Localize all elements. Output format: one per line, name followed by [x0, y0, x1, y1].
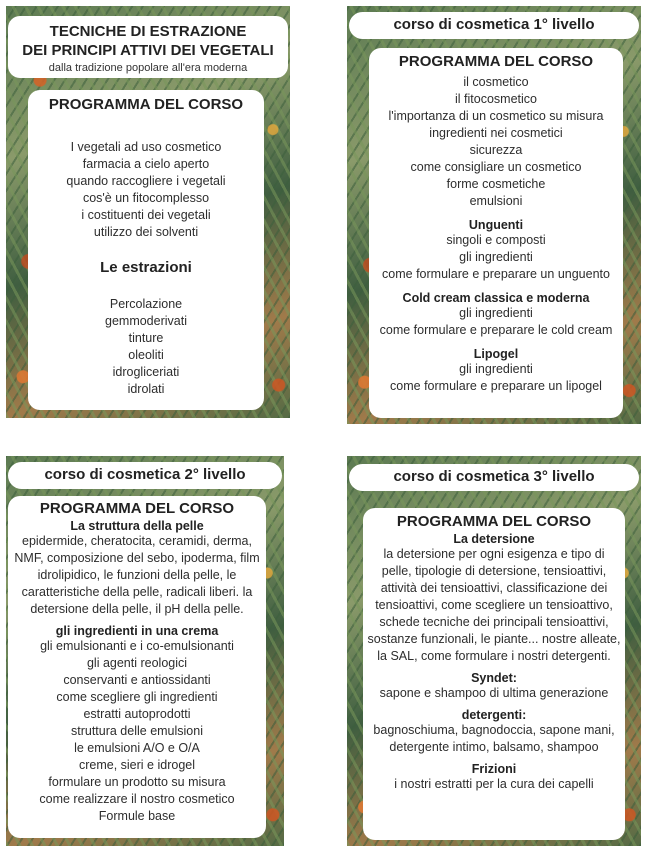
card1-extraction-item: gemmoderivati: [105, 314, 187, 328]
card2-cold-item: come formulare e preparare le cold cream: [379, 323, 613, 337]
card4-detersione-text: la detersione per ogni esigenza e tipo di pelle, tipologie di detersione, tensioattivi, attività dei tensioattivi, classificazione dei tensioattivi, come scegliere un tensioattivo, schede tecniche dei principali tensioattivi, sostanze funzionali, le piante... nostre alleate, la SAL, come formulare i nostri detergenti.: [367, 547, 621, 663]
card2-lipogel-item: come formulare e preparare un lipogel: [390, 379, 602, 393]
card4-frizioni-text: i nostri estratti per la cura dei capelli: [394, 777, 594, 791]
card-livello-1: [347, 6, 641, 424]
card1-header-subtitle: dalla tradizione popolare all'era moderna: [48, 62, 248, 74]
card4-frizioni-title: Frizioni: [471, 762, 517, 776]
card4-detergenti-text: bagnoschiuma, bagnodoccia, sapone mani, detergente intimo, balsamo, shampoo: [373, 723, 615, 754]
card4-detergenti-title: detergenti:: [461, 708, 527, 722]
card3-ingredienti-title: gli ingredienti in una crema: [55, 624, 219, 638]
card3-pelle-text: epidermide, cheratocita, ceramidi, derma, NMF, composizione del sebo, ipoderma, film idrolipidico, le funzioni della pelle, le caratteristiche della pelle, radicali liberi. la detersione della pelle, il pH della pelle.: [14, 534, 260, 616]
card1-header: [8, 16, 288, 78]
card1-extraction-item: idrolati: [127, 382, 165, 396]
card2-item: il fitocosmetico: [455, 92, 537, 106]
card3-ingredienti-item: struttura delle emulsioni: [70, 724, 203, 738]
card1-extraction-item: Percolazione: [109, 297, 183, 311]
card2-cold-title: Cold cream classica e moderna: [402, 291, 590, 305]
card3-ingredienti-item: come scegliere gli ingredienti: [56, 690, 218, 704]
card3-ingredienti-item: gli emulsionanti e i co-emulsionanti: [40, 639, 234, 653]
card3-title: corso di cosmetica 2° livello: [44, 466, 246, 483]
card2-item: ingredienti nei cosmetici: [429, 126, 563, 140]
card2-program-box: [369, 48, 623, 418]
card1-item: I vegetali ad uso cosmetico: [70, 140, 222, 154]
card-livello-3: [347, 456, 641, 846]
card3-pelle-title: La struttura della pelle: [70, 519, 204, 533]
card1-section-title: Le estrazioni: [100, 259, 192, 276]
card4-syndet-text: sapone e shampoo di ultima generazione: [379, 686, 609, 700]
card2-item: l'importanza di un cosmetico su misura: [388, 109, 604, 123]
card4-program-box: [363, 508, 625, 840]
card2-lipogel-title: Lipogel: [473, 347, 519, 361]
card4-title-pill: [349, 464, 639, 491]
card1-item: utilizzo dei solventi: [93, 225, 199, 239]
card1-header-title-2: DEI PRINCIPI ATTIVI DEI VEGETALI: [22, 42, 274, 59]
card1-program-box: [28, 90, 264, 410]
card1-extraction-item: tinture: [128, 331, 164, 345]
card3-ingredienti-item: le emulsioni A/O e O/A: [74, 741, 200, 755]
card3-ingredienti-item: gli agenti reologici: [86, 656, 188, 670]
card2-item: emulsioni: [469, 194, 523, 208]
card3-title-pill: [8, 462, 282, 489]
card2-unguenti-item: gli ingredienti: [459, 250, 533, 264]
card2-item: forme cosmetiche: [446, 177, 546, 191]
card1-extraction-item: oleoliti: [128, 348, 164, 362]
card3-program-box: [8, 496, 266, 838]
card4-title: corso di cosmetica 3° livello: [393, 468, 595, 485]
card1-item: farmacia a cielo aperto: [82, 157, 210, 171]
card3-ingredienti-item: estratti autoprodotti: [83, 707, 191, 721]
card1-item: i costituenti dei vegetali: [81, 208, 211, 222]
card2-title: corso di cosmetica 1° livello: [393, 16, 595, 33]
card3-ingredienti-item: formulare un prodotto su misura: [48, 775, 226, 789]
card3-ingredienti-item: Formule base: [98, 809, 176, 823]
card4-program-title: PROGRAMMA DEL CORSO: [396, 513, 592, 530]
card-estrazione: [6, 6, 290, 418]
card3-program-title: PROGRAMMA DEL CORSO: [39, 500, 235, 517]
card2-lipogel-item: gli ingredienti: [459, 362, 533, 376]
card1-header-title-1: TECNICHE DI ESTRAZIONE: [49, 23, 247, 40]
card1-item: cos'è un fitocomplesso: [82, 191, 210, 205]
card-livello-2: [6, 456, 284, 846]
card2-item: sicurezza: [469, 143, 523, 157]
card2-title-pill: [349, 12, 639, 39]
card1-extraction-item: idrogliceriati: [112, 365, 180, 379]
card3-ingredienti-item: conservanti e antiossidanti: [63, 673, 211, 687]
card2-program-title: PROGRAMMA DEL CORSO: [398, 53, 594, 70]
card3-ingredienti-item: creme, sieri e idrogel: [78, 758, 195, 772]
card3-ingredienti-item: come realizzare il nostro cosmetico: [39, 792, 235, 806]
card2-unguenti-item: singoli e composti: [446, 233, 546, 247]
card4-detersione-title: La detersione: [453, 532, 535, 546]
card2-unguenti-item: come formulare e preparare un unguento: [382, 267, 610, 281]
card4-syndet-title: Syndet:: [471, 671, 517, 685]
card1-program-title: PROGRAMMA DEL CORSO: [48, 96, 244, 113]
card1-item: quando raccogliere i vegetali: [66, 174, 226, 188]
card2-item: il cosmetico: [463, 75, 529, 89]
card2-cold-item: gli ingredienti: [459, 306, 533, 320]
card2-unguenti-title: Unguenti: [468, 218, 524, 232]
card2-item: come consigliare un cosmetico: [410, 160, 582, 174]
